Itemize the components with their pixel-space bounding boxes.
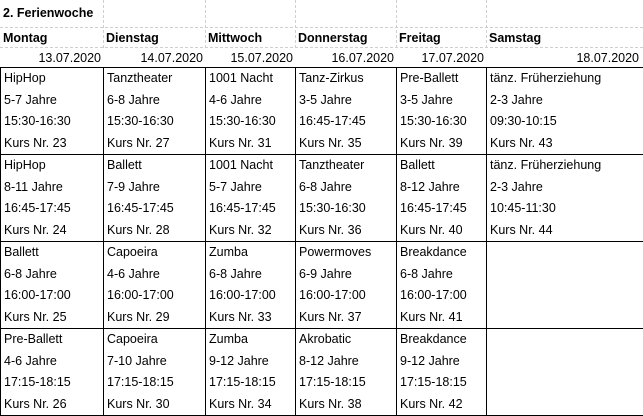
course-cell: [104, 68, 206, 155]
day-header-tuesday: Dienstag: [106, 31, 159, 45]
time-slot: 17:15-18:15: [104, 372, 205, 394]
age-range: 2-3 Jahre: [487, 90, 643, 112]
age-range: 8-12 Jahre: [296, 351, 396, 373]
course-name: [487, 329, 643, 351]
date-saturday: 18.07.2020: [486, 51, 639, 65]
course-number: Kurs Nr. 39: [397, 133, 486, 155]
course-cell: [397, 242, 487, 329]
day-header-wednesday: Mittwoch: [208, 31, 262, 45]
course-cell: [296, 242, 397, 329]
course-cell: [397, 329, 487, 416]
time-slot: 15:30-16:30: [296, 198, 396, 220]
age-range: 9-12 Jahre: [206, 351, 295, 373]
course-number: Kurs Nr. 25: [1, 307, 103, 329]
age-range: 7-9 Jahre: [104, 177, 205, 199]
day-header-friday: Freitag: [399, 31, 441, 45]
date-row: [0, 48, 643, 67]
course-name: Ballett: [104, 155, 205, 177]
time-slot: [487, 372, 643, 394]
course-cell: [1, 68, 104, 155]
course-name: [487, 242, 643, 264]
course-number: Kurs Nr. 37: [296, 307, 396, 329]
time-slot: 15:30-16:30: [104, 111, 205, 133]
age-range: [487, 351, 643, 373]
course-name: Pre-Ballett: [1, 329, 103, 351]
course-number: [487, 307, 643, 329]
course-number: Kurs Nr. 38: [296, 394, 396, 416]
time-slot: 17:15-18:15: [206, 372, 295, 394]
time-slot: 16:00-17:00: [296, 285, 396, 307]
sheet-title: 2. Ferienwoche: [3, 6, 93, 20]
age-range: 4-6 Jahre: [104, 264, 205, 286]
time-slot: 10:45-11:30: [487, 198, 643, 220]
course-cell: [104, 329, 206, 416]
time-slot: 17:15-18:15: [296, 372, 396, 394]
date-wednesday: 15.07.2020: [205, 51, 293, 65]
date-monday: 13.07.2020: [0, 51, 101, 65]
time-slot: 16:00-17:00: [104, 285, 205, 307]
date-thursday: 16.07.2020: [295, 51, 394, 65]
schedule-row: [1, 329, 643, 416]
schedule-row: [1, 68, 643, 155]
course-cell: [104, 242, 206, 329]
course-number: Kurs Nr. 27: [104, 133, 205, 155]
course-number: Kurs Nr. 28: [104, 220, 205, 242]
course-number: Kurs Nr. 24: [1, 220, 103, 242]
time-slot: 15:30-16:30: [1, 111, 103, 133]
course-number: Kurs Nr. 44: [487, 220, 643, 242]
course-number: Kurs Nr. 29: [104, 307, 205, 329]
course-name: Tanztheater: [296, 155, 396, 177]
course-number: Kurs Nr. 36: [296, 220, 396, 242]
age-range: 4-6 Jahre: [1, 351, 103, 373]
time-slot: 16:00-17:00: [206, 285, 295, 307]
course-name: Akrobatic: [296, 329, 396, 351]
course-name: Tanztheater: [104, 68, 205, 90]
course-number: Kurs Nr. 42: [397, 394, 486, 416]
time-slot: 16:45-17:45: [1, 198, 103, 220]
time-slot: 09:30-10:15: [487, 111, 643, 133]
time-slot: 17:15-18:15: [397, 372, 486, 394]
time-slot: 17:15-18:15: [1, 372, 103, 394]
course-number: Kurs Nr. 35: [296, 133, 396, 155]
date-tuesday: 14.07.2020: [103, 51, 203, 65]
course-name: Capoeira: [104, 329, 205, 351]
course-cell: [397, 155, 487, 242]
time-slot: 16:45-17:45: [296, 111, 396, 133]
time-slot: 16:45-17:45: [104, 198, 205, 220]
age-range: 8-12 Jahre: [397, 177, 486, 199]
course-number: Kurs Nr. 26: [1, 394, 103, 416]
course-name: Breakdance: [397, 242, 486, 264]
course-cell: [487, 68, 643, 155]
course-cell: [296, 68, 397, 155]
course-name: 1001 Nacht: [206, 68, 295, 90]
time-slot: 15:30-16:30: [206, 111, 295, 133]
course-cell: [206, 155, 296, 242]
time-slot: 15:30-16:30: [397, 111, 486, 133]
age-range: 6-8 Jahre: [397, 264, 486, 286]
schedule-body: [1, 68, 643, 416]
course-cell: [206, 329, 296, 416]
age-range: [487, 264, 643, 286]
course-cell: [487, 242, 643, 329]
course-name: Tanz-Zirkus: [296, 68, 396, 90]
course-name: HipHop: [1, 68, 103, 90]
age-range: 6-8 Jahre: [1, 264, 103, 286]
course-number: Kurs Nr. 43: [487, 133, 643, 155]
course-cell: [1, 329, 104, 416]
course-cell: [206, 68, 296, 155]
time-slot: 16:00-17:00: [1, 285, 103, 307]
schedule-row: [1, 242, 643, 329]
schedule-row: [1, 155, 643, 242]
age-range: 6-9 Jahre: [296, 264, 396, 286]
age-range: 3-5 Jahre: [397, 90, 486, 112]
course-name: Breakdance: [397, 329, 486, 351]
age-range: 6-8 Jahre: [104, 90, 205, 112]
age-range: 9-12 Jahre: [397, 351, 486, 373]
course-number: Kurs Nr. 34: [206, 394, 295, 416]
age-range: 6-8 Jahre: [206, 264, 295, 286]
age-range: 4-6 Jahre: [206, 90, 295, 112]
time-slot: 16:00-17:00: [397, 285, 486, 307]
course-name: Zumba: [206, 242, 295, 264]
course-cell: [104, 155, 206, 242]
course-number: [487, 394, 643, 416]
course-name: HipHop: [1, 155, 103, 177]
course-name: Powermoves: [296, 242, 396, 264]
course-cell: [296, 155, 397, 242]
course-number: Kurs Nr. 31: [206, 133, 295, 155]
course-name: tänz. Früherziehung: [487, 155, 643, 177]
course-cell: [206, 242, 296, 329]
course-cell: [487, 329, 643, 416]
age-range: 5-7 Jahre: [206, 177, 295, 199]
age-range: 8-11 Jahre: [1, 177, 103, 199]
age-range: 3-5 Jahre: [296, 90, 396, 112]
date-friday: 17.07.2020: [396, 51, 484, 65]
age-range: 5-7 Jahre: [1, 90, 103, 112]
time-slot: [487, 285, 643, 307]
age-range: 2-3 Jahre: [487, 177, 643, 199]
course-cell: [1, 242, 104, 329]
course-number: Kurs Nr. 30: [104, 394, 205, 416]
day-header-thursday: Donnerstag: [298, 31, 367, 45]
course-cell: [1, 155, 104, 242]
course-name: 1001 Nacht: [206, 155, 295, 177]
course-cell: [397, 68, 487, 155]
course-name: Capoeira: [104, 242, 205, 264]
course-name: tänz. Früherziehung: [487, 68, 643, 90]
course-name: Ballett: [1, 242, 103, 264]
course-number: Kurs Nr. 23: [1, 133, 103, 155]
course-name: Ballett: [397, 155, 486, 177]
schedule-table: [0, 67, 643, 416]
time-slot: 16:45-17:45: [397, 198, 486, 220]
course-number: Kurs Nr. 41: [397, 307, 486, 329]
course-number: Kurs Nr. 40: [397, 220, 486, 242]
title-row: [0, 0, 643, 28]
course-name: Pre-Ballett: [397, 68, 486, 90]
time-slot: 16:45-17:45: [206, 198, 295, 220]
course-number: Kurs Nr. 32: [206, 220, 295, 242]
course-number: Kurs Nr. 33: [206, 307, 295, 329]
course-name: Zumba: [206, 329, 295, 351]
course-cell: [487, 155, 643, 242]
age-range: 6-8 Jahre: [296, 177, 396, 199]
day-header-monday: Montag: [3, 31, 47, 45]
day-header-saturday: Samstag: [489, 31, 541, 45]
course-cell: [296, 329, 397, 416]
age-range: 7-10 Jahre: [104, 351, 205, 373]
